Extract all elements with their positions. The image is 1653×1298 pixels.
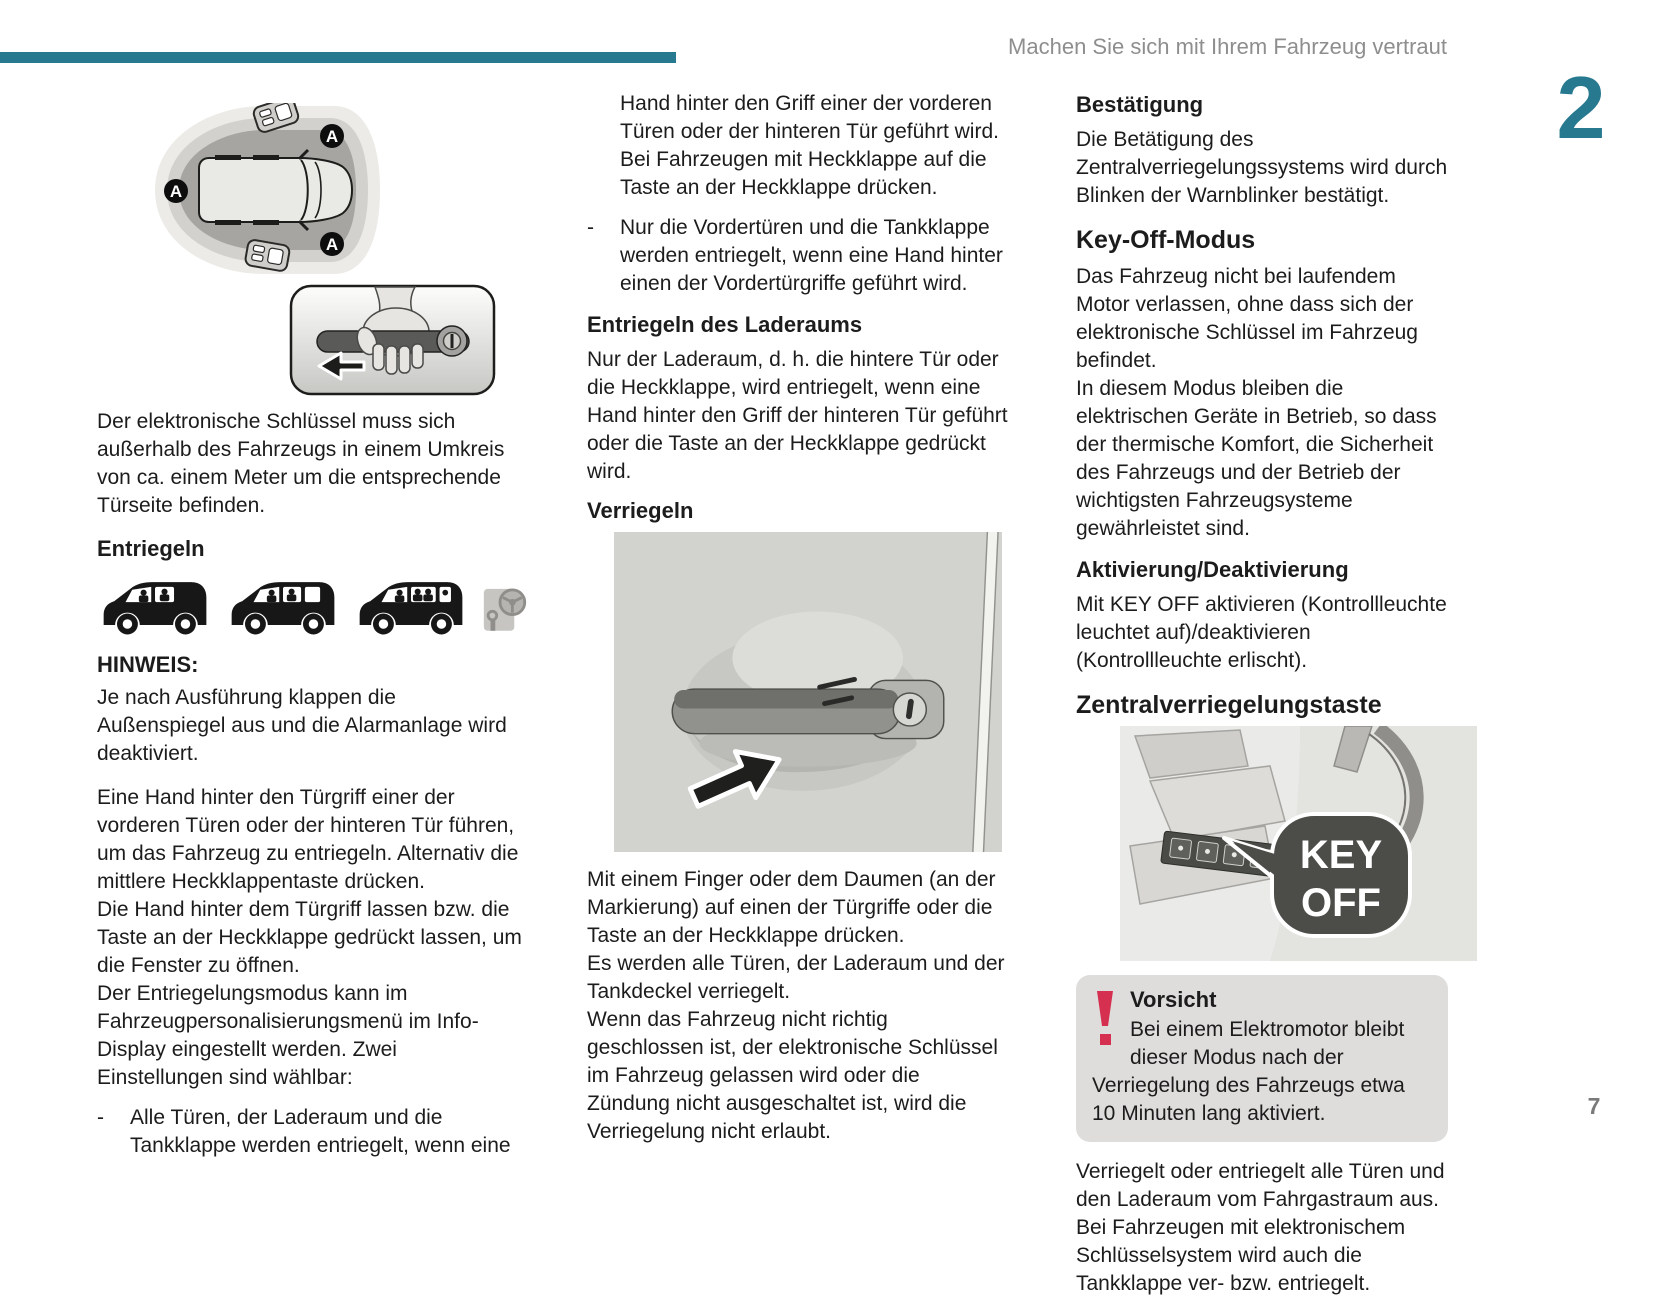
cargo-unlock-text: Nur der Laderaum, d. h. die hintere Tür oder die Heckklappe, wird entriegelt, wenn eine Hand hinter den Griff der hinteren Tür geführt oder die Taste an der Heckklappe gedrückt wird. [587, 348, 1008, 483]
accent-bar [0, 52, 676, 63]
van-variant-1-icon [97, 574, 211, 636]
note-text: Je nach Ausführung klappen die Außenspiegel aus und die Alarmanlage wird deaktiviert. [97, 686, 507, 765]
caution-text: Bei einem Elektromotor bleibt dieser Modus nach der Verriegelung des Fahrzeugs etwa 10 Minuten lang aktiviert. [1092, 1018, 1405, 1125]
heading-entriegeln: Entriegeln [97, 536, 205, 561]
caution-title: Vorsicht [1130, 987, 1217, 1012]
confirm-text: Die Betätigung des Zentralverriegelungssystems wird durch Blinken der Warnblinker bestätigt. [1076, 128, 1448, 207]
vehicle-variant-icons [97, 574, 527, 636]
zone-badge [320, 124, 344, 148]
right-column [1076, 92, 1448, 1298]
lock-paragraphs [587, 866, 1008, 1146]
bullet-dash: - [587, 216, 594, 239]
door-handle-lock-figure [608, 532, 1008, 852]
zone-badge [164, 179, 188, 203]
caution-box [1076, 975, 1448, 1142]
bullet-1-continued: Hand hinter den Griff einer der vorderen Türen oder der hinteren Tür geführt wird. Bei Fahrzeugen mit Heckklappe auf die Taste an der Heckklappe drücken. [620, 92, 999, 199]
unlock-paragraph-2: Die Hand hinter dem Türgriff lassen bzw. die Taste an der Heckklappe gedrückt lassen, um die Fenster zu öffnen. [97, 898, 522, 977]
heading-bestaetigung: Bestätigung [1076, 92, 1204, 117]
lock-paragraph-1: Mit einem Finger oder dem Daumen (an der Markierung) auf einen der Türgriffe oder die Taste an der Heckklappe drücken. [587, 868, 996, 947]
car-top-view [199, 158, 352, 222]
van-variant-3-icon [353, 574, 467, 636]
unlock-paragraph-1: Eine Hand hinter den Türgriff einer der vorderen Türen oder der hinteren Tür führen, um das Fahrzeug zu entriegeln. Alternativ die mittlere Heckklappentaste drücken. [97, 786, 519, 893]
chapter-number: 2 [1556, 58, 1606, 157]
heading-entriegeln-laderaum: Entriegeln des Laderaums [587, 312, 863, 337]
page-number: 7 [1587, 1093, 1601, 1119]
warning-exclamation-icon [1092, 989, 1118, 1047]
bullet-1-text: Alle Türen, der Laderaum und die Tankklappe werden entriegelt, wenn eine [130, 1106, 511, 1157]
lock-paragraph-3: Wenn das Fahrzeug nicht richtig geschlossen ist, der elektronische Schlüssel im Fahrzeug gelassen wird oder die Zündung nicht ausgeschaltet ist, wird die Verriegelung nicht erlaubt. [587, 1008, 998, 1143]
bullet-2-text: Nur die Vordertüren und die Tankklappe werden entriegelt, wenn eine Hand hinter einen der Vordertürgriffe geführt wird. [620, 216, 1003, 295]
car-remote-zones-figure [149, 103, 386, 278]
heading-key-off-modus: Key-Off-Modus [1076, 226, 1256, 254]
key-range-text: Der elektronische Schlüssel muss sich außerhalb des Fahrzeugs in einem Umkreis von ca. einem Meter um die entsprechende Türseite befinden. [97, 410, 505, 517]
svg-text:OFF: OFF [1301, 881, 1381, 925]
svg-text:KEY: KEY [1299, 833, 1383, 877]
svg-text:A: A [325, 235, 339, 254]
bullet-item-2 [587, 214, 1008, 298]
keyoff-paragraph-2: In diesem Modus bleiben die elektrischen Geräte in Betrieb, so dass der thermische Komfort, die Sicherheit des Fahrzeugs und der Betrieb der wichtigsten Fahrzeugsysteme gewährleistet sind. [1076, 377, 1437, 540]
hand-door-handle-figure [289, 284, 496, 396]
svg-text:A: A [325, 127, 339, 146]
heading-verriegeln: Verriegeln [587, 498, 694, 523]
zone-badge [320, 232, 344, 256]
unlock-paragraphs [97, 784, 527, 1092]
unlock-paragraph-3: Der Entriegelungsmodus kann im Fahrzeugpersonalisierungsmenü im Info-Display eingestellt werden. Zwei Einstellungen sind wählbar: [97, 982, 479, 1089]
central-locking-text: Verriegelt oder entriegelt alle Türen und den Laderaum vom Fahrgastraum aus. Bei Fahrzeugen mit elektronischem Schlüsselsystem wird auch die Tankklappe ver- bzw. entriegelt. [1076, 1160, 1445, 1295]
bullet-dash: - [97, 1106, 104, 1129]
lock-paragraph-2: Es werden alle Türen, der Laderaum und der Tankdeckel verriegelt. [587, 952, 1005, 1003]
keyoff-paragraphs [1076, 263, 1448, 543]
left-column [97, 103, 527, 1160]
running-header: Machen Sie sich mit Ihrem Fahrzeug vertraut [1008, 34, 1447, 59]
heading-aktivierung: Aktivierung/Deaktivierung [1076, 557, 1349, 582]
key-off-button-figure [1120, 726, 1477, 961]
bullet-item-1 [97, 1104, 527, 1160]
van-variant-2-icon [225, 574, 339, 636]
activation-text: Mit KEY OFF aktivieren (Kontrollleuchte leuchtet auf)/deaktivieren (Kontrollleuchte erlischt). [1076, 593, 1447, 672]
keyoff-paragraph-1: Das Fahrzeug nicht bei laufendem Motor verlassen, ohne dass sich der elektronische Schlüssel im Fahrzeug befindet. [1076, 265, 1418, 372]
middle-column [587, 90, 1008, 1146]
heading-zentralverriegelungstaste: Zentralverriegelungstaste [1076, 691, 1382, 719]
heading-hinweis: HINWEIS: [97, 652, 199, 677]
cab-key-steering-icon [481, 578, 527, 636]
svg-text:A: A [169, 182, 183, 201]
